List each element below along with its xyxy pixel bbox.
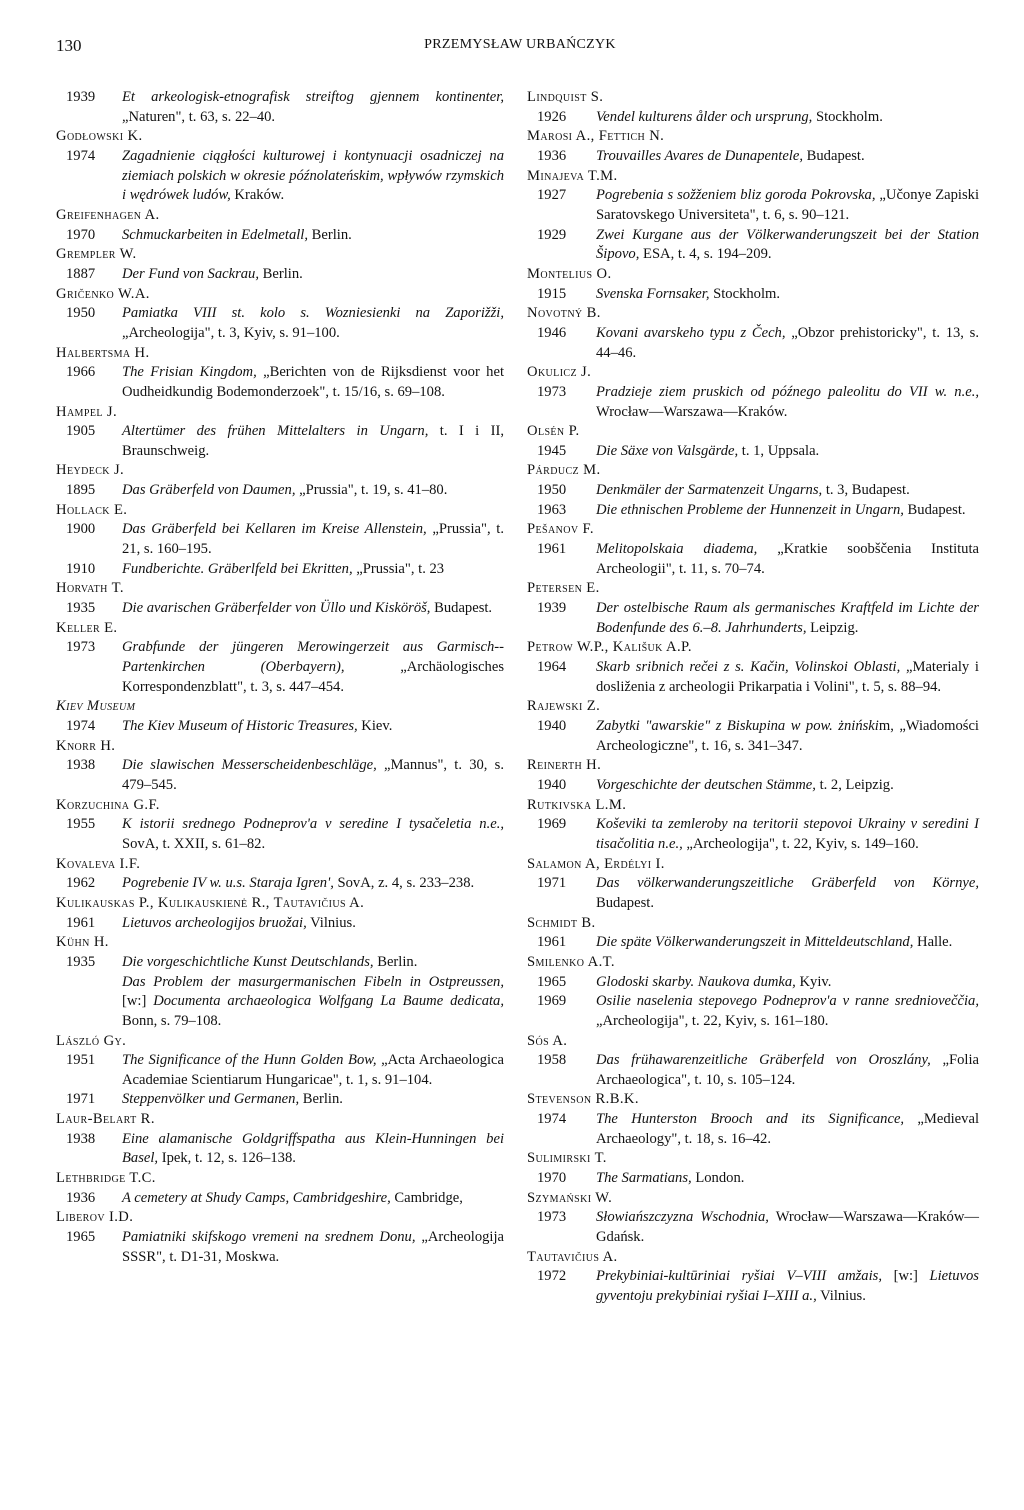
bibliography-entry — [527, 1051, 979, 1090]
bibliography-entry — [527, 147, 979, 167]
bibliography-entry — [56, 756, 504, 795]
bibliography-entry — [527, 1267, 979, 1306]
entry-details: „Acta Archaeologica Academiae Scientiarum Hungaricae", t. 1, s. 91–104. — [122, 1052, 504, 1088]
entry-year: 1887 — [66, 265, 96, 282]
bibliography-entry — [56, 717, 504, 737]
entry-year: 1945 — [537, 442, 567, 459]
bibliography-entry — [527, 1110, 979, 1149]
entry-details: Budapest. — [430, 600, 493, 617]
entry-text — [122, 874, 504, 894]
bibliography-entry — [56, 1228, 504, 1267]
entry-text — [596, 992, 979, 1031]
author-heading: Laur-Belart R. — [56, 1111, 155, 1128]
entry-text — [596, 324, 979, 363]
entry-details: „Prussia", t. 23 — [352, 560, 445, 577]
entry-title: Lietuvos gyventoju prekybiniai ryšiai I–XIII a., — [596, 1268, 979, 1305]
entry-details: Ipek, t. 12, s. 126–138. — [158, 1150, 296, 1167]
author-heading: László Gy. — [56, 1032, 127, 1049]
entry-year: 1961 — [537, 541, 567, 558]
entry-year: 1969 — [537, 993, 567, 1010]
author-heading: Tautavičius A. — [527, 1248, 618, 1265]
entry-title: Grabfunde der jüngeren Merowingerzeit aus Garmisch--Partenkirchen (Oberbayern), — [122, 639, 504, 676]
entry-text — [122, 363, 504, 402]
entry-title: Eine alamanische Goldgriffspatha aus Klein-Hunningen bei Basel, — [122, 1130, 504, 1167]
bibliography-entry — [527, 1208, 979, 1247]
entry-details: SovA, t. XXII, s. 61–82. — [122, 835, 266, 852]
bibliography-entry — [527, 383, 979, 422]
author-heading: Marosi A., Fettich N. — [527, 128, 665, 145]
entry-title: Lietuvos archeologijos bruožai, — [122, 914, 307, 931]
author-heading: Rutkivska L.M. — [527, 796, 627, 813]
entry-title: Die Säxe von Valsgärde, — [596, 442, 739, 459]
bibliography-entry — [56, 304, 504, 343]
entry-title: Glodoski skarby. Naukova dumka, — [596, 973, 796, 990]
entry-year: 1962 — [66, 875, 96, 892]
bibliography-entry — [527, 108, 979, 128]
bibliography-entry — [527, 481, 979, 501]
entry-text — [122, 1090, 504, 1110]
entry-title: Słowiańszczyzna Wschodnia, — [596, 1209, 769, 1226]
entry-title: Svenska Fornsaker, — [596, 285, 710, 302]
entry-text — [596, 717, 979, 756]
entry-title: Zagadnienie ciągłości kulturowej i kontynuacji osadniczej na ziemiach polskich w okresie późnolateńskim, wpływów rzymskich i wędrówek ludów, — [122, 147, 504, 204]
entry-year: 1905 — [66, 423, 96, 440]
entry-details: Budapest. — [903, 501, 966, 518]
bibliography-entry — [527, 285, 979, 305]
entry-text — [122, 226, 504, 246]
author-heading: Minajeva T.M. — [527, 167, 618, 184]
entry-text — [122, 304, 504, 343]
entry-year: 1927 — [537, 187, 567, 204]
bibliography-entry — [56, 1090, 504, 1110]
entry-title: Koševiki ta zemleroby na teritorii stepovoi Ukrainy v seredini I tisačolitia n.e., — [596, 816, 979, 852]
bibliography-entry — [56, 874, 504, 894]
entry-title: The Kiev Museum of Historic Treasures, — [122, 718, 358, 734]
entry-year: 1963 — [537, 501, 567, 518]
entry-year: 1940 — [537, 776, 567, 793]
entry-title: Vendel kulturens ålder och ursprung, — [596, 108, 813, 125]
entry-year: 1938 — [66, 757, 96, 774]
entry-year: 1972 — [537, 1268, 567, 1285]
entry-title: Documenta archaeologica Wolfgang La Baume dedicata, — [153, 993, 504, 1010]
entry-text — [596, 1051, 979, 1090]
entry-text — [122, 560, 504, 580]
entry-year: 1935 — [66, 953, 96, 970]
entry-title: Et arkeologisk-etnografisk streiftog gjennem kontinenter, — [122, 89, 504, 105]
author-heading: Kiev Museum — [56, 698, 136, 715]
entry-title: Die ethnischen Probleme der Hunnenzeit in Ungarn, — [596, 501, 904, 518]
entry-details: „Obzor prehistoricky", t. 13, s. 44–46. — [596, 324, 980, 361]
entry-title: Pogrebenie IV w. u.s. Staraja Igren', — [122, 875, 334, 892]
entry-title: Kovani avarskeho typu z Čech, — [596, 324, 786, 341]
entry-text — [122, 973, 504, 1032]
entry-text — [122, 1051, 504, 1090]
entry-details: „Materialy i dosliženia z archeologii Prikarpatia i Volini", t. 5, s. 88–94. — [596, 659, 979, 695]
entry-text — [122, 599, 504, 619]
entry-year: 1939 — [537, 600, 567, 617]
entry-year — [56, 973, 122, 1032]
entry-title: Die avarischen Gräberfelder von Üllo und Kisköröš, — [122, 600, 431, 617]
entry-text — [596, 815, 979, 854]
entry-title: Das Gräberfeld von Daumen, — [122, 482, 296, 499]
entry-text — [122, 422, 504, 461]
entry-details: SovA, z. 4, s. 233–238. — [333, 875, 475, 892]
entry-text — [122, 1228, 504, 1267]
author-heading: Okulicz J. — [527, 364, 592, 381]
entry-title: Die späte Völkerwanderungszeit in Mitteldeutschland, — [596, 934, 914, 951]
entry-title: Das völkerwanderungszeitliche Gräberfeld von Környe, — [596, 875, 979, 892]
bibliography-entry — [56, 226, 504, 246]
entry-details: ESA, t. 4, s. 194–209. — [639, 246, 772, 263]
bibliography-entry — [527, 226, 979, 265]
author-heading: Sós A. — [527, 1032, 568, 1049]
bibliography-entry — [527, 186, 979, 225]
bibliography-entry — [527, 776, 979, 796]
entry-year: 1973 — [66, 639, 96, 656]
entry-title: Pradzieje ziem pruskich od późnego paleolitu do VII w. n.e., — [596, 383, 979, 400]
entry-title: The Hunterston Brooch and its Significance, — [596, 1111, 905, 1128]
entry-year: 1951 — [66, 1052, 96, 1069]
author-heading: Halbertsma H. — [56, 344, 150, 361]
bibliography-column-right — [527, 88, 979, 1307]
author-heading: Korzuchina G.F. — [56, 796, 160, 813]
entry-title: K istorii srednego Podneprov'a v seredine I tysačeletia n.e., — [122, 816, 504, 833]
entry-title: Melitopolskaia diadema, — [596, 541, 758, 558]
entry-title: Zabytki "awarskie" z Biskupina w pow. żniński — [596, 718, 879, 734]
bibliography-entry — [56, 422, 504, 461]
entry-year: 1973 — [537, 383, 567, 400]
entry-title: Zwei Kurgane aus der Völkerwanderungszeit bei der Station Šipovo, — [596, 226, 979, 263]
entry-text — [596, 1208, 979, 1247]
author-heading: Kulikauskas P., Kulikauskienė R., Tautavičius A. — [56, 894, 365, 911]
entry-year: 1961 — [66, 914, 96, 931]
entry-details: „Folia Archaeologica", t. 10, s. 105–124. — [596, 1052, 979, 1088]
author-heading: Liberov I.D. — [56, 1209, 134, 1226]
author-heading: Lethbridge T.C. — [56, 1170, 156, 1187]
entry-title: Fundberichte. Gräberlfeld bei Ekritten, — [122, 560, 353, 577]
bibliography-entry — [56, 599, 504, 619]
entry-text — [122, 147, 504, 206]
entry-details: t. I i II, Braunschweig. — [122, 423, 504, 459]
author-heading: Godłowski K. — [56, 128, 143, 145]
entry-year: 1969 — [537, 816, 567, 833]
entry-year: 1946 — [537, 324, 567, 341]
entry-title: Das Gräberfeld bei Kellaren im Kreise Allenstein, — [122, 521, 427, 538]
author-heading: Petersen E. — [527, 580, 600, 597]
bibliography-entry — [56, 560, 504, 580]
entry-text — [596, 501, 979, 521]
entry-details: t. 1, Uppsala. — [738, 442, 820, 459]
author-heading: Pešanov F. — [527, 521, 594, 538]
author-heading: Keller E. — [56, 619, 118, 636]
bibliography-entry — [56, 1051, 504, 1090]
entry-year: 1964 — [537, 659, 567, 676]
entry-year: 1915 — [537, 285, 567, 302]
entry-details: Kiev. — [357, 718, 393, 734]
entry-details: „Medieval Archaeology", t. 18, s. 16–42. — [596, 1111, 979, 1147]
bibliography-entry — [56, 265, 504, 285]
entry-text — [596, 383, 979, 422]
entry-details: t. 2, Leipzig. — [815, 776, 894, 793]
entry-title: Das frühawarenzeitliche Gräberfeld von Oroszlány, — [596, 1052, 931, 1069]
entry-text — [596, 147, 979, 167]
page-number: 130 — [56, 36, 82, 55]
author-heading: Hollack E. — [56, 501, 128, 518]
entry-year: 1966 — [66, 364, 96, 381]
entry-details: Stockholm. — [709, 285, 781, 302]
entry-year: 1950 — [537, 482, 567, 499]
entry-details: Vilnius. — [306, 914, 356, 931]
entry-text — [596, 1110, 979, 1149]
entry-text — [122, 914, 504, 934]
entry-title: Pogrebenia s sožženiem bliz goroda Pokrovska, — [596, 187, 876, 204]
entry-year: 1965 — [66, 1229, 96, 1246]
entry-title: Steppenvölker und Germanen, — [122, 1091, 300, 1108]
bibliography-entry — [527, 501, 979, 521]
entry-details: „Archeologija SSSR", t. D1-31, Moskwa. — [122, 1229, 504, 1265]
entry-details: Kraków. — [230, 187, 285, 204]
entry-details: Bonn, s. 79–108. — [122, 1012, 222, 1029]
entry-text — [596, 776, 979, 796]
entry-details: „Mannus", t. 30, s. 479–545. — [122, 757, 504, 793]
entry-details: „Prussia", t. 21, s. 160–195. — [122, 521, 504, 558]
entry-details: Wrocław—Warszawa—Kraków. — [596, 403, 788, 420]
entry-details: „Učonye Zapiski Saratovskego Universiteta", t. 6, s. 90–121. — [596, 187, 980, 223]
bibliography-entry — [527, 324, 979, 363]
entry-title: Trouvailles Avares de Dunapentele, — [596, 147, 803, 164]
bibliography-entry — [527, 658, 979, 697]
entry-year: 1974 — [66, 147, 96, 164]
entry-year: 1958 — [537, 1052, 567, 1069]
bibliography-entry — [527, 442, 979, 462]
bibliography-entry — [56, 481, 504, 501]
entry-year: 1910 — [66, 560, 96, 577]
entry-title: Die vorgeschichtliche Kunst Deutschlands, — [122, 953, 374, 970]
entry-details: „Archeologija", t. 22, Kyiv, s. 149–160. — [682, 835, 919, 852]
entry-text — [596, 973, 979, 993]
bibliography-entry — [527, 717, 979, 756]
entry-title: Osilie naselenia stepovego Podneprov'a v ranne srednioveččia, — [596, 993, 979, 1010]
entry-text — [596, 481, 979, 501]
author-heading: Smilenko A.T. — [527, 953, 615, 970]
bibliography-entry — [56, 914, 504, 934]
author-heading: Greifenhagen A. — [56, 206, 160, 223]
author-heading: Horvath T. — [56, 580, 124, 597]
entry-details: [w:] — [122, 993, 154, 1010]
author-heading: Novotný B. — [527, 305, 601, 322]
entry-text — [122, 815, 504, 854]
entry-details: Berlin. — [308, 226, 352, 243]
bibliography-entry — [56, 147, 504, 206]
entry-details: Berlin. — [373, 953, 418, 970]
author-heading: Knorr H. — [56, 737, 116, 754]
entry-title: The Significance of the Hunn Golden Bow, — [122, 1052, 377, 1069]
entry-year: 1974 — [66, 718, 96, 734]
entry-year: 1965 — [537, 973, 567, 990]
entry-title: Die slawischen Messerscheidenbeschläge, — [122, 757, 377, 774]
entry-details: London. — [691, 1170, 745, 1187]
entry-title: The Frisian Kingdom, — [122, 364, 257, 381]
bibliography-entry — [56, 953, 504, 973]
bibliography-entry — [56, 1130, 504, 1169]
bibliography-entry — [527, 599, 979, 638]
entry-year: 1926 — [537, 108, 567, 125]
entry-text — [596, 933, 979, 953]
entry-title: Pamiatniki skifskogo vremeni na srednem Donu, — [122, 1229, 416, 1246]
entry-text — [122, 1130, 504, 1169]
bibliography-entry — [56, 520, 504, 559]
entry-text — [596, 108, 979, 128]
bibliography-entry — [527, 815, 979, 854]
entry-year: 1950 — [66, 305, 96, 322]
entry-title: Der Fund von Sackrau, — [122, 265, 259, 282]
entry-year: 1900 — [66, 521, 96, 538]
entry-text — [122, 265, 504, 285]
entry-details: „Archäologisches Korrespondenzblatt", t. 3, s. 447–454. — [122, 659, 504, 695]
entry-text — [122, 481, 504, 501]
entry-details: Budapest. — [802, 147, 865, 164]
author-heading: Montelius O. — [527, 265, 612, 282]
author-heading: Párducz M. — [527, 462, 601, 479]
entry-text — [122, 1189, 504, 1209]
entry-year: 1940 — [537, 718, 567, 734]
entry-title: Pamiatka VIII st. kolo s. Wozniesienki na Zaporižži, — [122, 305, 504, 322]
bibliography-column-left — [56, 88, 504, 1267]
author-heading: Salamon A, Erdélyi I. — [527, 855, 665, 872]
author-heading: Olsén P. — [527, 423, 580, 440]
entry-year: 1939 — [66, 89, 96, 105]
author-heading: Lindquist S. — [527, 89, 604, 105]
entry-title: Altertümer des frühen Mittelalters in Ungarn, — [122, 423, 429, 440]
entry-title: Das Problem der masurgermanischen Fibeln in Ostpreussen, — [122, 973, 504, 990]
author-heading: Gričenko W.A. — [56, 285, 150, 302]
entry-details: Vilnius. — [816, 1288, 866, 1305]
entry-year: 1895 — [66, 482, 96, 499]
entry-details: t. 3, Budapest. — [822, 482, 910, 499]
entry-text — [596, 285, 979, 305]
entry-title: A cemetery at Shudy Camps, Cambridgeshire, — [122, 1189, 391, 1206]
entry-details: Halle. — [913, 934, 953, 951]
entry-details: „Prussia", t. 19, s. 41–80. — [295, 482, 448, 499]
bibliography-entry — [527, 1169, 979, 1189]
entry-year: 1971 — [66, 1091, 96, 1108]
entry-details: Budapest. — [596, 894, 654, 911]
entry-details: Kyiv. — [795, 973, 832, 990]
entry-text — [596, 442, 979, 462]
entry-year: 1936 — [537, 147, 567, 164]
entry-text — [596, 1267, 979, 1306]
entry-details: [w:] — [881, 1268, 930, 1285]
entry-text — [596, 1169, 979, 1189]
entry-details: Berlin. — [259, 265, 303, 282]
entry-text — [596, 186, 979, 225]
entry-year: 1974 — [537, 1111, 567, 1128]
author-heading: Kovaleva I.F. — [56, 855, 141, 872]
author-heading: Hampel J. — [56, 403, 118, 420]
entry-title: Der ostelbische Raum als germanisches Kraftfeld im Lichte der Bodenfunde des 6.–8. Jahrhunderts, — [596, 600, 979, 636]
entry-details: m, „Wiadomości Archeologiczne", t. 16, s. 341–347. — [596, 718, 979, 754]
bibliography-entry — [527, 933, 979, 953]
entry-details: „Archeologija", t. 3, Kyiv, s. 91–100. — [122, 324, 340, 341]
running-head: PRZEMYSŁAW URBAŃCZYK — [424, 37, 616, 52]
entry-details: „Berichten von de Rijksdienst voor het Oudheidkundig Bodemonderzoek", t. 15/16, s. 69–108. — [122, 364, 505, 400]
entry-details: Berlin. — [299, 1091, 343, 1108]
entry-details: Cambridge, — [390, 1189, 463, 1206]
entry-details: „Archeologija", t. 22, Kyiv, s. 161–180. — [596, 1012, 829, 1029]
entry-title: Vorgeschichte der deutschen Stämme, — [596, 776, 816, 793]
entry-text — [122, 756, 504, 795]
entry-title: Skarb sribnich rečei z s. Kačin, Volinskoi Oblasti, — [596, 659, 901, 676]
bibliography-entry — [56, 638, 504, 697]
entry-text — [596, 874, 979, 913]
entry-year: 1929 — [537, 226, 567, 243]
entry-details: „Kratkie soobščenia Instituta Archeologii", t. 11, s. 70–74. — [596, 541, 980, 577]
entry-text — [596, 540, 979, 579]
entry-title: Prekybiniai-kultūriniai ryšiai V–VIII amžais, — [596, 1268, 882, 1285]
entry-text — [596, 658, 979, 697]
entry-year: 1973 — [537, 1209, 567, 1226]
entry-details: Leipzig. — [806, 619, 859, 636]
bibliography-entry — [56, 973, 504, 1032]
entry-year: 1971 — [537, 875, 567, 892]
entry-details: „Naturen", t. 63, s. 22–40. — [122, 108, 276, 125]
author-heading: Rajewski Z. — [527, 698, 601, 715]
entry-year: 1935 — [66, 600, 96, 617]
bibliography-entry — [56, 363, 504, 402]
entry-year: 1970 — [537, 1170, 567, 1187]
entry-year: 1936 — [66, 1189, 96, 1206]
author-heading: Szymański W. — [527, 1189, 613, 1206]
entry-text — [122, 953, 504, 973]
entry-text — [122, 638, 504, 697]
bibliography-entry — [527, 540, 979, 579]
entry-title: Schmuckarbeiten in Edelmetall, — [122, 226, 309, 243]
entry-year: 1955 — [66, 816, 96, 833]
entry-details: Stockholm. — [812, 108, 883, 125]
entry-title: The Sarmatians, — [596, 1170, 692, 1187]
entry-text — [596, 599, 979, 638]
entry-details: Wrocław—Warszawa—Kraków—Gdańsk. — [596, 1209, 979, 1246]
author-heading: Grempler W. — [56, 246, 137, 263]
entry-text — [122, 520, 504, 559]
bibliography-entry — [56, 815, 504, 854]
entry-year: 1970 — [66, 226, 96, 243]
author-heading: Heydeck J. — [56, 462, 125, 479]
entry-text — [596, 226, 979, 265]
author-heading: Schmidt B. — [527, 914, 596, 931]
author-heading: Stevenson R.B.K. — [527, 1091, 639, 1108]
author-heading: Sulimirski T. — [527, 1150, 607, 1167]
bibliography-entry — [56, 88, 504, 127]
entry-text — [122, 717, 504, 737]
entry-year: 1961 — [537, 934, 567, 951]
bibliography-entry — [527, 992, 979, 1031]
author-heading: Kühn H. — [56, 934, 109, 951]
bibliography-entry — [527, 874, 979, 913]
entry-year: 1938 — [66, 1130, 96, 1147]
entry-title: Denkmäler der Sarmatenzeit Ungarns, — [596, 482, 823, 499]
bibliography-entry — [527, 973, 979, 993]
bibliography-entry — [56, 1189, 504, 1209]
author-heading: Reinerth H. — [527, 757, 602, 774]
entry-text — [122, 88, 504, 127]
author-heading: Petrow W.P., Kališuk A.P. — [527, 639, 692, 656]
page-header — [56, 36, 984, 60]
